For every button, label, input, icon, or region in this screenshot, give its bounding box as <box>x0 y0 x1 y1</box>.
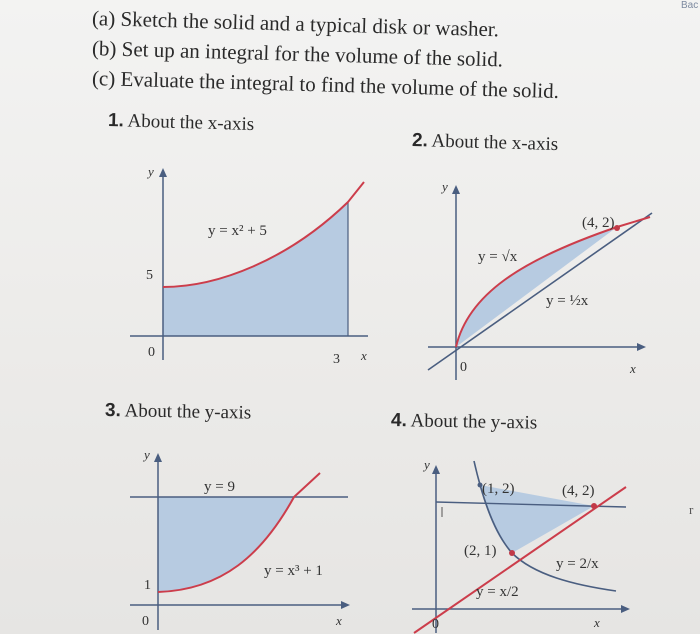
fig4-curve-label: y = 2/x <box>556 556 599 572</box>
fig3-tick-1: 1 <box>144 578 151 593</box>
figure-2 <box>420 175 660 390</box>
problem-4-title <box>391 410 538 435</box>
figure-1 <box>118 160 378 375</box>
fig3-origin: 0 <box>142 614 149 629</box>
fig2-origin: 0 <box>460 360 467 375</box>
figure-3 <box>122 445 362 630</box>
side-text: r <box>689 502 694 517</box>
fig4-origin: 0 <box>432 617 439 632</box>
fig1-x-label: x <box>361 348 367 363</box>
fig4-point3-label: (2, 1) <box>464 543 497 559</box>
fig3-y-label: y <box>144 447 150 462</box>
fig3-x-label: x <box>336 613 342 628</box>
problem-4-number: 4. <box>390 410 408 432</box>
problem-3-number: 3. <box>104 400 122 422</box>
fig4-y-label: y <box>424 457 430 472</box>
fig2-y-label: y <box>442 179 448 194</box>
fig2-point-marker <box>614 225 620 231</box>
fig4-point-3-marker <box>509 550 515 556</box>
problem-3-text: About the y-axis <box>124 400 252 424</box>
problem-2-title <box>412 130 559 156</box>
fig1-tick-3: 3 <box>333 352 340 367</box>
fig3-curve-label: y = x³ + 1 <box>264 563 323 579</box>
instruction-a: (a) Sketch the solid and a typical disk or washer. <box>91 6 500 42</box>
fig4-point-2-marker <box>591 503 597 509</box>
fig1-y-label: y <box>148 164 154 179</box>
fig4-x-label: x <box>594 615 600 630</box>
fig3-x-arrow <box>341 601 350 609</box>
instruction-c: (c) Evaluate the integral to find the volume of the solid. <box>91 66 560 104</box>
fig1-y-arrow <box>159 168 167 177</box>
fig2-x-arrow <box>637 343 646 351</box>
fig2-x-label: x <box>630 361 636 376</box>
fig2-shaded-region <box>456 227 617 347</box>
problem-1-title <box>108 110 255 136</box>
fig2-y-arrow <box>452 185 460 194</box>
problem-1-number: 1. <box>107 110 125 132</box>
corner-text: Bac <box>681 0 699 11</box>
problem-2-text: About the x-axis <box>431 130 559 156</box>
figure-4 <box>404 455 644 633</box>
fig4-line-label: y = x/2 <box>476 584 519 600</box>
problem-1-text: About the x-axis <box>127 110 255 136</box>
fig2-curve2-label: y = ½x <box>546 293 589 309</box>
instruction-b: (b) Set up an integral for the volume of the solid. <box>91 36 504 72</box>
fig3-line-label: y = 9 <box>204 479 235 495</box>
problem-2-number: 2. <box>411 130 429 152</box>
fig4-point1-label: (1, 2) <box>482 481 515 497</box>
fig2-point-label: (4, 2) <box>582 215 615 231</box>
fig4-x-arrow <box>621 605 630 613</box>
problem-4-text: About the y-axis <box>410 410 538 434</box>
fig1-origin: 0 <box>148 345 155 360</box>
fig1-tick-5: 5 <box>146 268 153 283</box>
problem-3-title <box>105 400 252 425</box>
fig4-point2-label: (4, 2) <box>562 483 595 499</box>
fig3-y-arrow <box>154 453 162 462</box>
fig4-y-arrow <box>432 465 440 474</box>
fig2-curve1-label: y = √x <box>478 249 518 265</box>
fig1-curve-label: y = x² + 5 <box>208 223 267 239</box>
